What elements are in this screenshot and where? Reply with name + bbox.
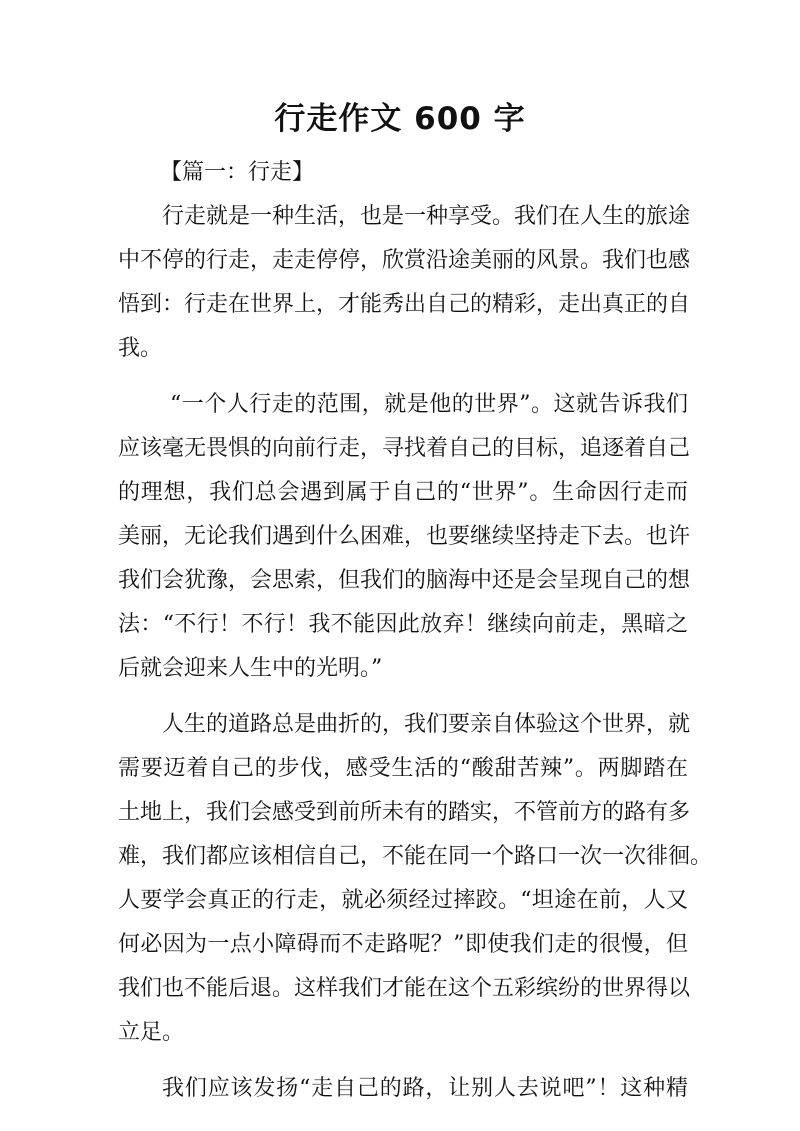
text-line: 土地上，我们会感受到前所未有的踏实，不管前方的路有多 (118, 800, 691, 825)
text-line: 难，我们都应该相信自己，不能在同一个路口一次一次徘徊。 (118, 844, 713, 869)
text-line: 立足。 (118, 1020, 185, 1045)
text-line: 行走就是一种生活，也是一种享受。我们在人生的旅途 (162, 204, 691, 229)
text-line: 法：“不行！不行！我不能因此放弃！继续向前走，黑暗之 (118, 612, 688, 637)
text-line: 人要学会真正的行走，就必须经过摔跤。“坦途在前，人又 (118, 888, 688, 913)
text-line: 需要迈着自己的步伐，感受生活的“酸甜苦辣”。两脚踏在 (118, 756, 688, 781)
paragraph (118, 195, 691, 371)
text-line: 悟到：行走在世界上，才能秀出自己的精彩，走出真正的自 (118, 292, 691, 317)
text-line: “一个人行走的范围，就是他的世界”。这就告诉我们 (170, 392, 688, 417)
text-line: 的理想，我们总会遇到属于自己的“世界”。生命因行走而 (118, 480, 688, 505)
text-line: 我们也不能后退。这样我们才能在这个五彩缤纷的世界得以 (118, 976, 691, 1001)
text-line: 我。 (118, 336, 163, 361)
text-line: 美丽，无论我们遇到什么困难，也要继续坚持走下去。也许 (118, 524, 691, 549)
paragraph (118, 383, 691, 691)
section-heading: 【篇一：行走】 (160, 160, 315, 185)
text-line: 何必因为一点小障碍而不走路呢？”即使我们走的很慢，但 (118, 932, 688, 957)
text-line: 我们应该发扬“走自己的路，让别人去说吧”！这种精 (162, 1076, 688, 1101)
essay-body (118, 195, 713, 1123)
text-line: 我们会犹豫，会思索，但我们的脑海中还是会呈现自己的想 (118, 568, 691, 593)
document-title: 行走作文 600 字 (274, 101, 526, 137)
text-line: 中不停的行走，走走停停，欣赏沿途美丽的风景。我们也感 (118, 248, 691, 273)
paragraph (118, 703, 713, 1055)
text-line: 后就会迎来人生中的光明。” (118, 656, 383, 681)
text-line: 应该毫无畏惧的向前行走，寻找着自己的目标，追逐着自己 (118, 436, 691, 461)
text-line: 人生的道路总是曲折的，我们要亲自体验这个世界，就 (162, 712, 691, 737)
paragraph (118, 1067, 688, 1111)
